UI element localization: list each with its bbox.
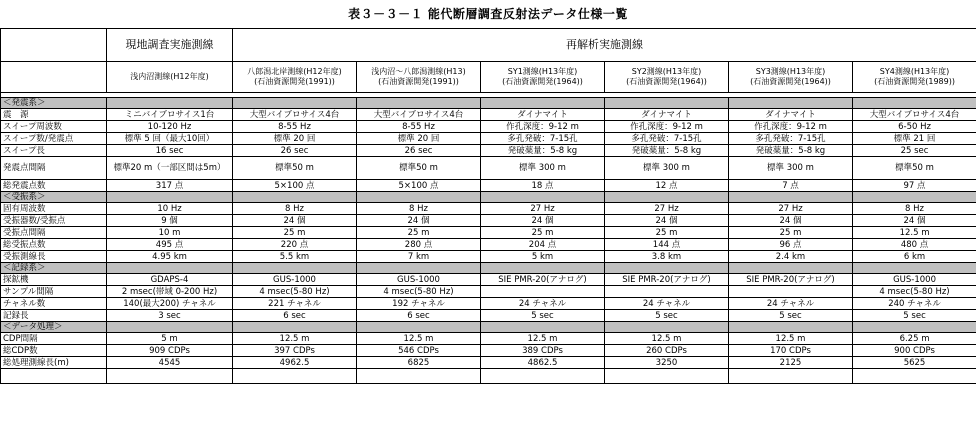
table-row [1, 227, 976, 239]
blank-cell [233, 369, 357, 384]
row-label: 総受振点数 [1, 239, 107, 251]
table-cell: 24 個 [481, 215, 605, 227]
header-group-reanalysis: 再解析実施測線 [233, 29, 976, 62]
table-row [1, 286, 976, 298]
table-cell: 317 点 [107, 180, 233, 192]
section-fill-cell [233, 322, 357, 333]
table-cell: 12.5 m [481, 333, 605, 345]
table-cell: 4.95 km [107, 251, 233, 263]
table-cell: 標準 20 回 [357, 133, 481, 145]
section-fill-cell [605, 192, 729, 203]
table-cell: 6 km [853, 251, 976, 263]
table-cell: 標準 20 回 [233, 133, 357, 145]
table-cell: 5 sec [729, 310, 853, 322]
table-cell: 24 チャネル [481, 298, 605, 310]
table-cell: 397 CDPs [233, 345, 357, 357]
table-cell: 大型バイブロサイス4台 [233, 109, 357, 121]
table-cell: 多孔発破：7-15孔 [605, 133, 729, 145]
table-cell: 389 CDPs [481, 345, 605, 357]
header-row-groups [1, 29, 976, 62]
table-cell: 6-50 Hz [853, 121, 976, 133]
table-row [1, 357, 976, 369]
table-row [1, 145, 976, 157]
row-label: サンプル間隔 [1, 286, 107, 298]
table-cell: 6.25 m [853, 333, 976, 345]
table-cell: SIE PMR-20(アナログ) [481, 274, 605, 286]
section-fill-cell [729, 192, 853, 203]
table-cell: 192 チャネル [357, 298, 481, 310]
blank-cell [729, 369, 853, 384]
row-label: 総発震点数 [1, 180, 107, 192]
table-cell: 大型バイブロサイス4台 [853, 109, 976, 121]
table-row [1, 251, 976, 263]
row-label: スイープ数/発震点 [1, 133, 107, 145]
table-cell: 5 m [107, 333, 233, 345]
table-cell: 3 sec [107, 310, 233, 322]
table-cell: 10 m [107, 227, 233, 239]
section-fill-cell [107, 322, 233, 333]
table-cell: 4545 [107, 357, 233, 369]
table-cell: 5 sec [853, 310, 976, 322]
table-cell: 標準 300 m [729, 157, 853, 180]
table-cell: 4 msec(5-80 Hz) [233, 286, 357, 298]
section-fill-cell [853, 98, 976, 109]
table-cell: 24 個 [729, 215, 853, 227]
blank-cell [605, 369, 729, 384]
table-row [1, 215, 976, 227]
section-fill-cell [605, 263, 729, 274]
header-row-lines [1, 62, 976, 93]
table-row [1, 133, 976, 145]
table-cell: 25 sec [853, 145, 976, 157]
table-cell: 5 sec [481, 310, 605, 322]
table-cell: 9 個 [107, 215, 233, 227]
table-row [1, 121, 976, 133]
section-fill-cell [107, 263, 233, 274]
table-cell: 8 Hz [853, 203, 976, 215]
blank-cell [107, 369, 233, 384]
section-header-row [1, 98, 976, 109]
table-row [1, 345, 976, 357]
table-cell: 24 チャネル [729, 298, 853, 310]
row-label: CDP間隔 [1, 333, 107, 345]
section-fill-cell [107, 192, 233, 203]
blank-cell [481, 369, 605, 384]
section-label: ＜発震系＞ [1, 98, 107, 109]
table-cell: 標準 5 回（最大10回） [107, 133, 233, 145]
table-cell: 8 Hz [233, 203, 357, 215]
table-cell: 260 CDPs [605, 345, 729, 357]
table-cell: 25 m [481, 227, 605, 239]
table-cell: 12.5 m [357, 333, 481, 345]
table-cell: 7 km [357, 251, 481, 263]
table-cell: 495 点 [107, 239, 233, 251]
table-cell: 24 個 [233, 215, 357, 227]
section-label: ＜記録系＞ [1, 263, 107, 274]
table-cell: 2125 [729, 357, 853, 369]
table-cell: 24 個 [605, 215, 729, 227]
section-fill-cell [233, 263, 357, 274]
table-row [1, 157, 976, 180]
table-cell: 発破薬量：5-8 kg [481, 145, 605, 157]
table-cell: 204 点 [481, 239, 605, 251]
header-line-cell: 浅内沼～八郎潟測線(H13) (石油資源開発(1991)) [357, 62, 481, 93]
table-cell: SIE PMR-20(アナログ) [729, 274, 853, 286]
table-cell: 多孔発破：7-15孔 [729, 133, 853, 145]
header-line-cell: 浅内沼測線(H12年度) [107, 62, 233, 93]
section-fill-cell [481, 192, 605, 203]
section-fill-cell [357, 322, 481, 333]
table-cell: 280 点 [357, 239, 481, 251]
section-fill-cell [853, 263, 976, 274]
table-cell [605, 286, 729, 298]
table-cell: 97 点 [853, 180, 976, 192]
section-header-row [1, 263, 976, 274]
section-header-row [1, 192, 976, 203]
table-cell: 5×100 点 [233, 180, 357, 192]
table-cell: 多孔発破：7-15孔 [481, 133, 605, 145]
section-fill-cell [357, 192, 481, 203]
section-fill-cell [233, 192, 357, 203]
table-cell: 6 sec [233, 310, 357, 322]
table-cell: 作孔深度：9-12 m [729, 121, 853, 133]
section-fill-cell [481, 322, 605, 333]
table-cell: 5625 [853, 357, 976, 369]
table-cell: 27 Hz [729, 203, 853, 215]
table-cell: 12.5 m [853, 227, 976, 239]
table-cell [481, 286, 605, 298]
table-cell: 2.4 km [729, 251, 853, 263]
section-fill-cell [853, 192, 976, 203]
header-line-cell: 八郎潟北岸測線(H12年度) (石油資源開発(1991)) [233, 62, 357, 93]
table-cell: GUS-1000 [853, 274, 976, 286]
header-corner-cell [1, 29, 107, 62]
row-label: 発震点間隔 [1, 157, 107, 180]
table-cell: 標準 21 回 [853, 133, 976, 145]
table-cell: 140(最大200) チャネル [107, 298, 233, 310]
data-spec-table [0, 28, 976, 384]
section-fill-cell [605, 322, 729, 333]
table-cell: 170 CDPs [729, 345, 853, 357]
section-fill-cell [481, 98, 605, 109]
table-cell: ダイナマイト [729, 109, 853, 121]
table-cell: 8-55 Hz [233, 121, 357, 133]
table-cell: 標準20 m（一部区間は5m） [107, 157, 233, 180]
table-cell: 240 チャネル [853, 298, 976, 310]
table-cell: 480 点 [853, 239, 976, 251]
section-label: ＜データ処理＞ [1, 322, 107, 333]
table-cell: 25 m [357, 227, 481, 239]
section-fill-cell [729, 322, 853, 333]
header-corner-cell-2 [1, 62, 107, 93]
table-cell: 26 sec [357, 145, 481, 157]
table-cell: 24 個 [853, 215, 976, 227]
table-cell: 12 点 [605, 180, 729, 192]
table-row [1, 239, 976, 251]
table-cell: ミニバイブロサイス1台 [107, 109, 233, 121]
section-fill-cell [481, 263, 605, 274]
header-line-cell: SY2測線(H13年度) (石油資源開発(1964)) [605, 62, 729, 93]
table-row [1, 109, 976, 121]
table-cell: 96 点 [729, 239, 853, 251]
header-group-field-survey: 現地調査実施測線 [107, 29, 233, 62]
table-cell: 標準50 m [853, 157, 976, 180]
section-fill-cell [729, 98, 853, 109]
table-cell: GUS-1000 [233, 274, 357, 286]
section-fill-cell [729, 263, 853, 274]
table-cell: 546 CDPs [357, 345, 481, 357]
table-cell: 221 チャネル [233, 298, 357, 310]
header-line-cell: SY3測線(H13年度) (石油資源開発(1964)) [729, 62, 853, 93]
table-row [1, 180, 976, 192]
table-cell: 25 m [233, 227, 357, 239]
table-row [1, 310, 976, 322]
table-cell: 4 msec(5-80 Hz) [357, 286, 481, 298]
table-cell: 標準 300 m [481, 157, 605, 180]
table-cell: 6825 [357, 357, 481, 369]
table-cell: 12.5 m [605, 333, 729, 345]
table-cell: 作孔深度：9-12 m [605, 121, 729, 133]
row-label: 総処理測線長(m) [1, 357, 107, 369]
table-cell: 4862.5 [481, 357, 605, 369]
blank-cell [1, 369, 107, 384]
section-label: ＜受振系＞ [1, 192, 107, 203]
table-cell: 4 msec(5-80 Hz) [853, 286, 976, 298]
table-cell: 標準 300 m [605, 157, 729, 180]
table-cell: 5 km [481, 251, 605, 263]
table-cell: 3250 [605, 357, 729, 369]
row-label: 総CDP数 [1, 345, 107, 357]
row-label: 記録長 [1, 310, 107, 322]
table-cell: 発破薬量：5-8 kg [605, 145, 729, 157]
table-cell: 27 Hz [605, 203, 729, 215]
table-cell: 8 Hz [357, 203, 481, 215]
table-cell: GUS-1000 [357, 274, 481, 286]
table-cell: 4962.5 [233, 357, 357, 369]
table-cell: 24 チャネル [605, 298, 729, 310]
section-fill-cell [107, 98, 233, 109]
table-cell: 作孔深度：9-12 m [481, 121, 605, 133]
table-cell: 18 点 [481, 180, 605, 192]
table-cell: 26 sec [233, 145, 357, 157]
table-cell: 標準50 m [233, 157, 357, 180]
row-label: 震 源 [1, 109, 107, 121]
table-cell: 5×100 点 [357, 180, 481, 192]
row-label: スイープ周波数 [1, 121, 107, 133]
section-fill-cell [605, 98, 729, 109]
table-cell: ダイナマイト [481, 109, 605, 121]
table-cell [729, 286, 853, 298]
table-cell: 25 m [729, 227, 853, 239]
table-cell: ダイナマイト [605, 109, 729, 121]
section-header-row [1, 322, 976, 333]
row-label: 固有周波数 [1, 203, 107, 215]
table-cell: 24 個 [357, 215, 481, 227]
table-row [1, 274, 976, 286]
row-label: 受振点間隔 [1, 227, 107, 239]
table-cell: 909 CDPs [107, 345, 233, 357]
table-cell: 発破薬量：5-8 kg [729, 145, 853, 157]
header-line-cell: SY4測線(H13年度) (石油資源開発(1989)) [853, 62, 976, 93]
table-cell: 27 Hz [481, 203, 605, 215]
table-cell: 25 m [605, 227, 729, 239]
table-cell: 10 Hz [107, 203, 233, 215]
blank-row [1, 369, 976, 384]
blank-cell [853, 369, 976, 384]
table-cell: 6 sec [357, 310, 481, 322]
section-fill-cell [357, 263, 481, 274]
row-label: 受振測線長 [1, 251, 107, 263]
table-cell: 12.5 m [729, 333, 853, 345]
section-fill-cell [233, 98, 357, 109]
table-row [1, 298, 976, 310]
section-fill-cell [853, 322, 976, 333]
table-cell: 220 点 [233, 239, 357, 251]
table-cell: 2 msec(帯域 0-200 Hz) [107, 286, 233, 298]
table-cell: 7 点 [729, 180, 853, 192]
table-cell: 8-55 Hz [357, 121, 481, 133]
table-cell: 標準50 m [357, 157, 481, 180]
table-cell: 5.5 km [233, 251, 357, 263]
blank-cell [357, 369, 481, 384]
row-label: 受振器数/受振点 [1, 215, 107, 227]
section-fill-cell [357, 98, 481, 109]
table-row [1, 333, 976, 345]
table-cell: 12.5 m [233, 333, 357, 345]
table-row [1, 203, 976, 215]
table-cell: 144 点 [605, 239, 729, 251]
table-cell: 大型バイブロサイス4台 [357, 109, 481, 121]
row-label: 探鉱機 [1, 274, 107, 286]
table-cell: 5 sec [605, 310, 729, 322]
table-cell: GDAPS-4 [107, 274, 233, 286]
row-label: スイープ長 [1, 145, 107, 157]
table-title: 表３－３－１ 能代断層調査反射法データ仕様一覧 [348, 7, 628, 21]
table-cell: SIE PMR-20(アナログ) [605, 274, 729, 286]
table-cell: 3.8 km [605, 251, 729, 263]
table-cell: 900 CDPs [853, 345, 976, 357]
table-cell: 16 sec [107, 145, 233, 157]
row-label: チャネル数 [1, 298, 107, 310]
table-cell: 10-120 Hz [107, 121, 233, 133]
header-line-cell: SY1測線(H13年度) (石油資源開発(1964)) [481, 62, 605, 93]
